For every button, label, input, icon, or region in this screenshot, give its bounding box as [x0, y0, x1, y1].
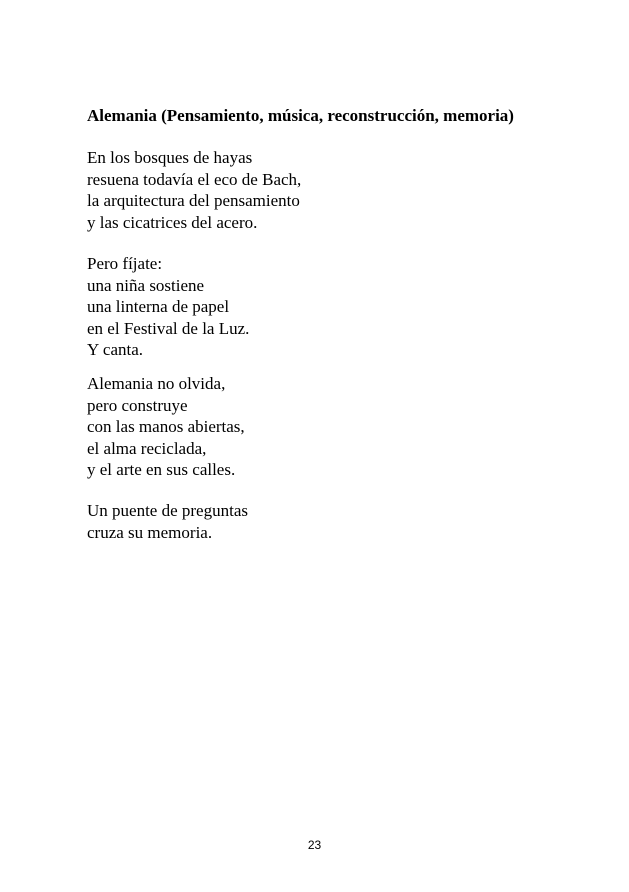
poem-line: cruza su memoria. [87, 522, 213, 542]
poem-line: Un puente de preguntas [87, 501, 248, 520]
poem-line: la arquitectura del pensamiento [87, 191, 300, 210]
page-number: 23 [307, 838, 322, 852]
stanza-3 [87, 373, 245, 481]
poem-line: Alemania no olvida, [87, 374, 226, 393]
poem-line: el alma reciclada, [87, 438, 207, 458]
poem-line: en el Festival de la Luz. [87, 318, 250, 338]
poem-line: y el arte en sus calles. [87, 460, 236, 479]
poem-line: una niña sostiene [87, 275, 205, 295]
poem-line: resuena todavía el eco de Bach, [87, 169, 302, 189]
stanza-2 [87, 253, 249, 361]
poem-title: Alemania (Pensamiento, música, reconstrucción, memoria) [87, 106, 514, 125]
poem-line: Pero fíjate: [87, 254, 163, 273]
poem-line: una linterna de papel [87, 297, 230, 316]
poem-line: pero construye [87, 395, 188, 415]
stanza-4 [87, 500, 248, 543]
poem-line: con las manos abiertas, [87, 417, 245, 436]
poem-line: En los bosques de hayas [87, 148, 253, 167]
poem-line: Y canta. [87, 340, 144, 359]
stanza-1 [87, 147, 301, 233]
poem-line: y las cicatrices del acero. [87, 212, 258, 232]
